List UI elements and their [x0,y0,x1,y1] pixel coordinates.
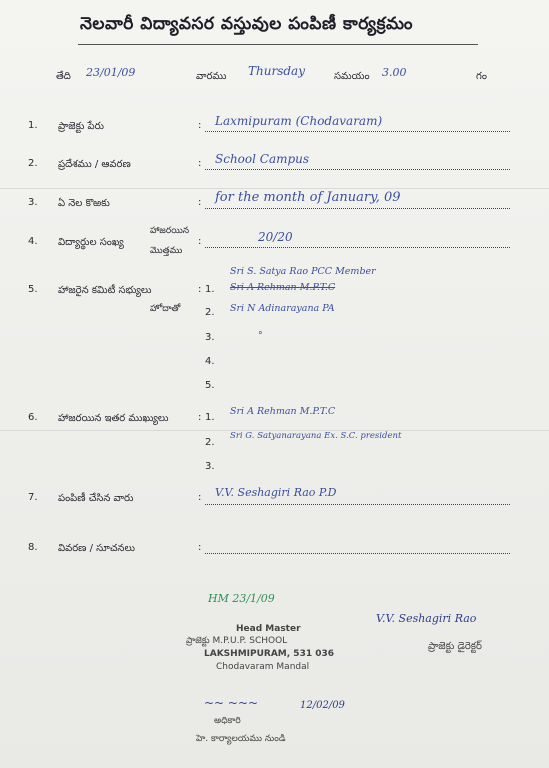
committee-label: హాజరైన కమిటీ సభ్యులు [58,285,152,296]
row-number: 3. [28,197,38,208]
office-date: 12/02/09 [300,700,345,711]
others-member: Sri G. Satyanarayana Ex. S.C. president [230,431,402,441]
officer-signature: ~~ ~~~ [204,696,259,710]
form-title: నెలవారీ విద్యావసర వస్తువుల పంపిణీ కార్యక్రమం [80,14,414,34]
row-number: 2. [28,158,38,169]
hm-label: Head Master [236,624,301,634]
dotted-line [205,235,510,248]
students-value: 20/20 [258,230,293,244]
school-stamp-line: ప్రాజెక్టు M.P.U.P. SCHOOL [186,636,288,646]
others-member: Sri A Rehman M.P.T.C [230,406,336,417]
director-signature: V.V. Seshagiri Rao [376,612,477,625]
students-label: విద్యార్థుల సంఖ్య [58,237,124,248]
committee-member: ° [258,330,263,341]
students-total-label: మొత్తము [150,246,183,256]
colon: : [198,542,202,553]
colon: : [198,284,202,295]
location-value: School Campus [215,152,310,166]
director-label: ప్రాజెక్టు డైరెక్టర్ [428,641,482,652]
row-number: 7. [28,492,38,503]
row-number: 4. [28,236,38,247]
office-label: హె. కార్యాలయము నుండి [196,734,286,744]
others-num: 2. [205,437,215,448]
time-label: సమయం [334,71,370,82]
school-stamp-line: LAKSHMIPURAM, 531 036 [204,649,335,659]
committee-role-label: హోదాతో [150,304,181,314]
colon: : [198,158,202,169]
school-stamp-line: Chodavaram Mandal [216,662,310,672]
committee-num: 1. [205,284,215,295]
others-num: 1. [205,412,215,423]
committee-num: 4. [205,356,215,367]
students-present-label: హాజరయిన [150,226,190,236]
committee-num: 5. [205,380,215,391]
time-unit: గం [476,71,487,82]
day-value: Thursday [248,64,305,78]
hm-handwritten-signature: HM 23/1/09 [208,592,275,605]
time-value: 3.00 [382,66,407,79]
title-underline [78,44,478,45]
row-number: 8. [28,542,38,553]
dotted-line [205,541,510,554]
month-value: for the month of January, 09 [215,190,401,205]
day-label: వారము [196,71,227,82]
officer-label: అధికారి [214,716,241,726]
distributed-by-label: పంపిణీ చేసిన వారు [58,493,134,504]
row-number: 1. [28,120,38,131]
remarks-label: వివరణ / సూచనలు [58,543,136,554]
paper-crease [0,188,549,189]
committee-member: Sri S. Satya Rao PCC Member [230,266,376,277]
colon: : [198,197,202,208]
month-label: ఏ నెల కొఱకు [58,198,110,209]
distributed-by-value: V.V. Seshagiri Rao P.D [215,486,337,499]
date-value: 23/01/09 [86,66,136,79]
date-label: తేది [56,71,71,82]
committee-num: 3. [205,332,215,343]
committee-member: Sri N Adinarayana PA [230,303,335,314]
committee-member: Sri A Rehman M.P.T.C [230,282,336,293]
row-number: 6. [28,412,38,423]
colon: : [198,120,202,131]
committee-num: 2. [205,307,215,318]
row-number: 5. [28,284,38,295]
colon: : [198,236,202,247]
project-name-value: Laxmipuram (Chodavaram) [215,114,383,128]
colon: : [198,412,202,423]
location-label: ప్రదేశము / ఆవరణ [58,159,131,170]
project-name-label: ప్రాజెక్టు పేరు [58,121,104,132]
colon: : [198,492,202,503]
others-num: 3. [205,461,215,472]
others-label: హాజరయిన ఇతర ముఖ్యులు [58,413,169,424]
